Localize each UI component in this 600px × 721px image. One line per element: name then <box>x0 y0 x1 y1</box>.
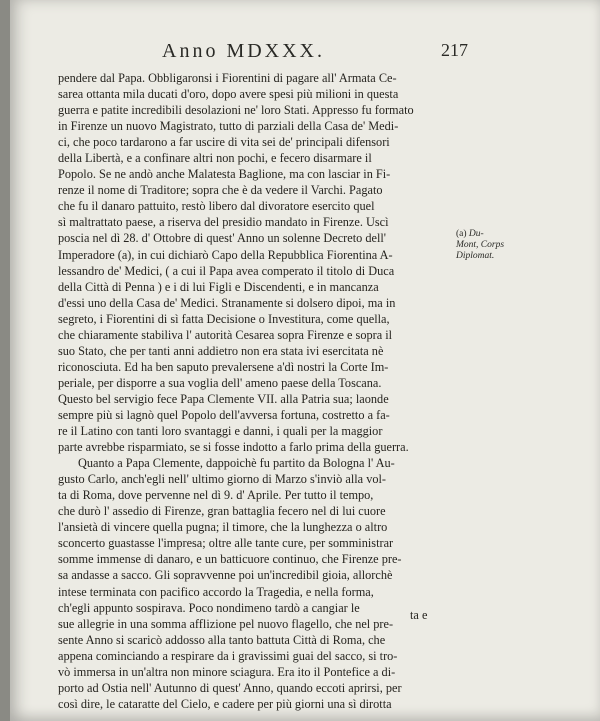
book-page <box>10 0 600 721</box>
text-line: così dire, le cataratte del Cielo, e cadere per più giorni una sì dirotta <box>58 696 392 711</box>
text-line: Popolo. Se ne andò anche Malatesta Baglione, ma con lasciar in Fi- <box>58 167 391 182</box>
marginal-note-line: Diplomat. <box>456 251 495 261</box>
marginal-note <box>456 229 546 262</box>
text-line: sconcerto guastasse l'impresa; oltre alle tante cure, per somministrar <box>58 536 394 551</box>
text-line: appena cominciando a respirare da i gravissimi guai del sacco, si tro- <box>58 648 398 663</box>
text-line: della Libertà, e a confinare altri non pochi, e fecero disarmare il <box>58 151 372 166</box>
text-line: della Città di Penna ) e i di lui Figli e Discendenti, e in mancanza <box>58 279 379 294</box>
text-line: vò immersa in un'altra non minore sciagura. Era ito il Pontefice a di- <box>58 664 396 679</box>
text-line: che fu il danaro pattuito, restò libero dal divoratore esercito quel <box>58 199 375 214</box>
marginal-note-label: (a) <box>456 229 467 239</box>
text-line: suo Stato, che per tanti anni addietro non era stata ivi esercitata nè <box>58 343 384 358</box>
text-line: lessandro de' Medici, ( a cui il Papa avea comperato il titolo di Duca <box>58 263 395 278</box>
text-line: poscia nel dì 28. d' Ottobre di quest' Anno un solenne Decreto dell' <box>58 231 387 246</box>
text-line: l'ansietà di vincere quella pugna; il timore, che la lunghezza o altro <box>58 520 388 535</box>
text-line: che durò l' assedio di Firenze, gran battaglia fecero nel di lui cuore <box>58 504 386 519</box>
text-line: Imperadore (a), in cui dichiarò Capo della Repubblica Fiorentina A- <box>58 247 393 262</box>
text-line: ch'egli appunto sospirava. Poco nondimeno tardò a cangiar le <box>58 600 360 615</box>
text-line: porto ad Ostia nell' Autunno di quest' Anno, quando eccoti aprirsi, per <box>58 680 402 695</box>
text-line: che chiaramente stabiliva l' autorità Cesarea sopra Firenze e sopra il <box>58 327 393 342</box>
body-text <box>58 70 450 712</box>
text-line: sempre più si lagnò quel Popolo dell'avversa fortuna, costretto a fa- <box>58 407 390 422</box>
text-line: d'essi uno della Casa de' Medici. Stranamente si dolsero dipoi, ma in <box>58 295 396 310</box>
text-line: sarea ottanta mila ducati d'oro, dopo avere spesi più milioni in questa <box>58 87 399 102</box>
running-head: Anno MDXXX. <box>162 40 325 62</box>
page-number: 217 <box>441 40 468 60</box>
marginal-note-line: Du- <box>468 229 484 239</box>
text-line: sì maltrattato paese, a riserva del presidio mandato in Firenze. Uscì <box>58 215 389 230</box>
text-line: sente Anno si scaricò addosso alla tanto battuta Città di Roma, che <box>58 632 386 647</box>
text-line: gusto Carlo, anch'egli nell' ultimo giorno di Marzo s'inviò alla vol- <box>58 472 387 487</box>
text-line: somme immense di danaro, e un batticuore continuo, che Firenze pre- <box>58 552 402 567</box>
text-line: riconosciuta. Ed ha ben saputo prevalersene a'dì nostri la Corte Im- <box>58 359 389 374</box>
text-line: Questo bel servigio fece Papa Clemente VII. alla Patria sua; laonde <box>58 391 389 406</box>
text-line: sue allegrie in una somma afflizione pel nuovo flagello, che nel pre- <box>58 616 394 631</box>
catchword: ta e <box>410 608 428 622</box>
text-line: sa andasse a sacco. Gli sopravvenne poi un'incredibil gioia, allorchè <box>58 568 393 583</box>
text-line: in Firenze un nuovo Magistrato, tutto di parziali della Casa de' Medi- <box>58 119 399 134</box>
text-line: ta di Roma, dove pervenne nel dì 9. d' Aprile. Per tutto il tempo, <box>58 488 374 503</box>
marginal-note-line: Mont, Corps <box>456 240 505 250</box>
text-line: renze il nome di Traditore; sopra che è da vedere il Varchi. Pagato <box>58 183 383 198</box>
text-line: guerra e patite incredibili desolazioni ne' loro Stati. Appresso fu formato <box>58 103 414 118</box>
text-line: intese terminata con pacifico accordo la Tragedia, e nella forma, <box>58 584 374 599</box>
page-header <box>58 40 468 66</box>
text-line: Quanto a Papa Clemente, dappoichè fu partito da Bologna l' Au- <box>78 456 395 471</box>
text-line: parte avrebbe risparmiato, se si fosse indotto a farlo prima della guerra. <box>58 440 409 455</box>
text-line: periale, per disporre a sua voglia dell' ameno paese della Toscana. <box>58 375 382 390</box>
text-line: segreto, i Fiorentini di sì fatta Decisione o Investitura, come quella, <box>58 311 390 326</box>
text-line: pendere dal Papa. Obbligaronsi i Fiorentini di pagare all' Armata Ce- <box>58 71 397 85</box>
text-line: re il Latino con tanti loro svantaggi e danni, i quali per la maggior <box>58 424 383 439</box>
text-line: ci, che poco tardarono a far uscire di vita sei de' principali difensori <box>58 135 390 150</box>
